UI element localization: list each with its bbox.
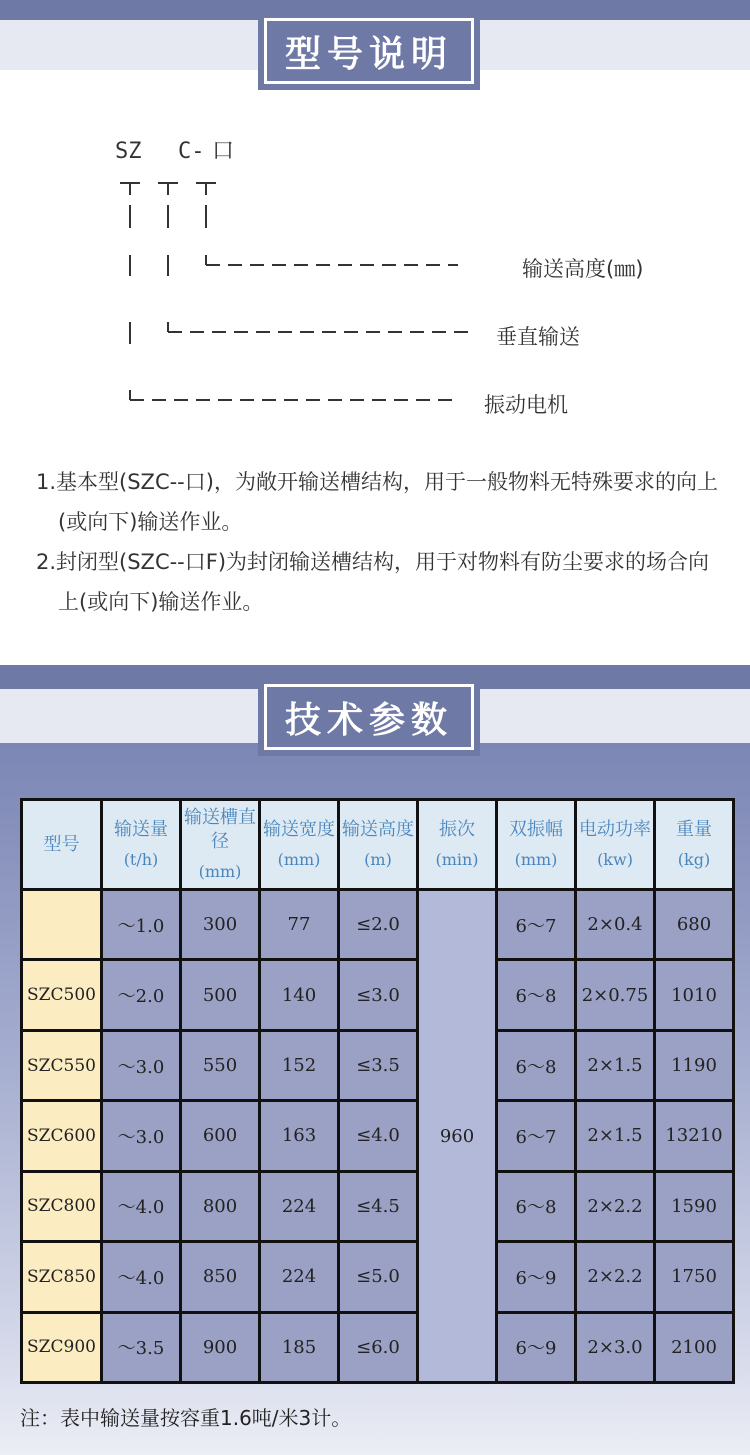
cell-power: 2×0.4 — [576, 890, 655, 960]
cell-weight: 1010 — [655, 960, 734, 1030]
description-item-1: 1.基本型(SZC--口)，为敞开输送槽结构，用于一般物料无特殊要求的向上(或向下)输送作业。 — [36, 470, 718, 534]
cell-amplitude: 6～7 — [497, 1101, 576, 1171]
header-model: 型号 — [22, 800, 102, 890]
cell-power: 2×1.5 — [576, 1101, 655, 1171]
cell-diameter: 550 — [181, 1030, 260, 1100]
table-row — [22, 1242, 734, 1312]
cell-amplitude: 6～8 — [497, 1171, 576, 1241]
section2-title: 技术参数 — [264, 684, 474, 750]
cell-width: 77 — [260, 890, 339, 960]
cell-model: SZC900 — [22, 1312, 102, 1382]
table-row — [22, 1171, 734, 1241]
table-row — [22, 1312, 734, 1382]
header-height: 输送高度 (m) — [339, 800, 418, 890]
cell-amplitude: 6～9 — [497, 1242, 576, 1312]
cell-weight: 680 — [655, 890, 734, 960]
diagram-lines — [120, 183, 470, 400]
cell-diameter: 600 — [181, 1101, 260, 1171]
cell-capacity: ～3.0 — [102, 1101, 181, 1171]
cell-height: ≤4.5 — [339, 1171, 418, 1241]
cell-weight: 2100 — [655, 1312, 734, 1382]
table-note: 注：表中输送量按容重1.6吨/米3计。 — [20, 1406, 352, 1430]
cell-power: 2×2.2 — [576, 1171, 655, 1241]
cell-model: SZC600 — [22, 1101, 102, 1171]
header-power: 电动功率 (kw) — [576, 800, 655, 890]
cell-weight: 1190 — [655, 1030, 734, 1100]
header-amplitude: 双振幅 (mm) — [497, 800, 576, 890]
model-description — [36, 462, 726, 622]
cell-model: SZC500 — [22, 960, 102, 1030]
cell-height: ≤2.0 — [339, 890, 418, 960]
cell-capacity: ～3.5 — [102, 1312, 181, 1382]
header-diameter: 输送槽直径 (mm) — [181, 800, 260, 890]
table-row — [22, 1030, 734, 1100]
table-header-row — [22, 800, 734, 890]
cell-frequency: 960 — [418, 890, 497, 1383]
cell-height: ≤5.0 — [339, 1242, 418, 1312]
header-frequency: 振次 (min) — [418, 800, 497, 890]
model-code-diagram — [0, 0, 750, 440]
cell-power: 2×0.75 — [576, 960, 655, 1030]
cell-amplitude: 6～9 — [497, 1312, 576, 1382]
cell-height: ≤3.0 — [339, 960, 418, 1030]
cell-width: 224 — [260, 1242, 339, 1312]
cell-diameter: 800 — [181, 1171, 260, 1241]
cell-capacity: ～3.0 — [102, 1030, 181, 1100]
cell-width: 163 — [260, 1101, 339, 1171]
cell-width: 152 — [260, 1030, 339, 1100]
cell-model: SZC850 — [22, 1242, 102, 1312]
cell-height: ≤6.0 — [339, 1312, 418, 1382]
cell-model — [22, 890, 102, 960]
cell-capacity: ～1.0 — [102, 890, 181, 960]
cell-capacity: ～4.0 — [102, 1242, 181, 1312]
cell-model: SZC800 — [22, 1171, 102, 1241]
cell-width: 185 — [260, 1312, 339, 1382]
label-conveying-height: 输送高度(㎜) — [522, 257, 644, 281]
cell-capacity: ～2.0 — [102, 960, 181, 1030]
table-row — [22, 1101, 734, 1171]
cell-height: ≤3.5 — [339, 1030, 418, 1100]
table-row — [22, 960, 734, 1030]
cell-amplitude: 6～8 — [497, 960, 576, 1030]
cell-weight: 13210 — [655, 1101, 734, 1171]
section1-title: 型号说明 — [264, 18, 474, 84]
header-capacity: 输送量 (t/h) — [102, 800, 181, 890]
section2-title-box — [258, 678, 480, 756]
table-row — [22, 890, 734, 960]
cell-capacity: ～4.0 — [102, 1171, 181, 1241]
cell-weight: 1590 — [655, 1171, 734, 1241]
cell-weight: 1750 — [655, 1242, 734, 1312]
description-item-2: 2.封闭型(SZC--口F)为封闭输送槽结构，用于对物料有防尘要求的场合向上(或向下)输送作业。 — [36, 550, 710, 614]
cell-model: SZC550 — [22, 1030, 102, 1100]
spec-table — [20, 798, 735, 1384]
cell-amplitude: 6～7 — [497, 890, 576, 960]
cell-width: 224 — [260, 1171, 339, 1241]
label-vertical-conveying: 垂直输送 — [496, 325, 580, 349]
header-width: 输送宽度 (mm) — [260, 800, 339, 890]
cell-power: 2×3.0 — [576, 1312, 655, 1382]
cell-power: 2×2.2 — [576, 1242, 655, 1312]
cell-amplitude: 6～8 — [497, 1030, 576, 1100]
cell-diameter: 900 — [181, 1312, 260, 1382]
header-weight: 重量 (kg) — [655, 800, 734, 890]
label-vibration-motor: 振动电机 — [484, 393, 568, 417]
cell-diameter: 500 — [181, 960, 260, 1030]
cell-width: 140 — [260, 960, 339, 1030]
code-box: 口 — [212, 139, 235, 164]
cell-height: ≤4.0 — [339, 1101, 418, 1171]
cell-diameter: 300 — [181, 890, 260, 960]
code-sz: SZ — [115, 139, 142, 164]
cell-power: 2×1.5 — [576, 1030, 655, 1100]
cell-diameter: 850 — [181, 1242, 260, 1312]
code-c: C- — [178, 139, 205, 164]
